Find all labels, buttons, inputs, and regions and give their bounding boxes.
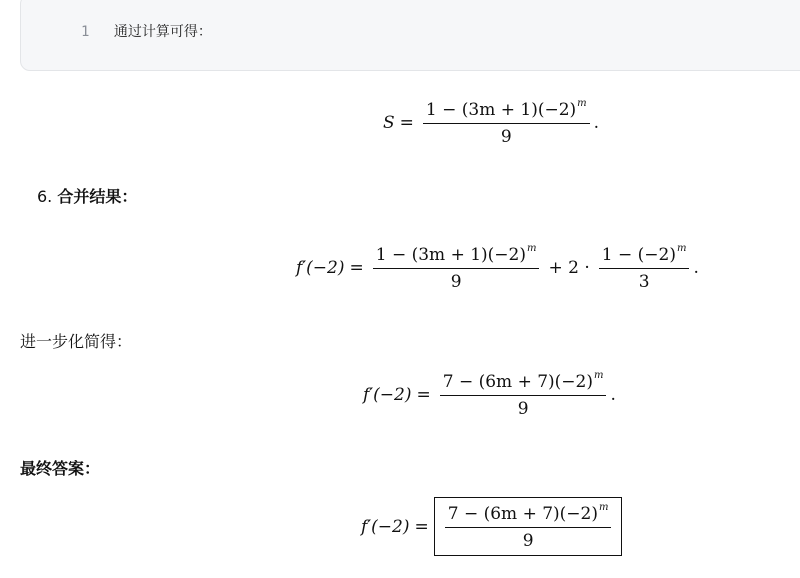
eq-simpl-period: . bbox=[610, 384, 616, 405]
eq-merge-period: . bbox=[693, 257, 699, 278]
eq-merge-plus: + 2 · bbox=[548, 257, 590, 278]
eq-s-fraction bbox=[423, 98, 590, 147]
line-number: 1 bbox=[81, 24, 90, 40]
step-number: 6. bbox=[37, 187, 53, 206]
eq-final-denominator: 9 bbox=[522, 531, 534, 551]
final-answer-box bbox=[434, 497, 623, 556]
eq-simpl-lhs: f′(−2) bbox=[363, 384, 412, 405]
eq-merge-denominator-2: 3 bbox=[638, 272, 650, 292]
eq-simpl-fraction bbox=[440, 370, 607, 419]
eq-simpl-numerator: $7 - (6m + 7)(-2)^m$ bbox=[440, 370, 607, 396]
simplify-text: 进一步化简得： bbox=[20, 332, 133, 351]
eq-s-numerator: $1 - (3m + 1)(-2)^m$ bbox=[423, 98, 590, 124]
eq-merge-fraction-1 bbox=[373, 243, 540, 292]
eq-final-numerator: $7 - (6m + 7)(-2)^m$ bbox=[445, 502, 612, 528]
eq-final-lhs: f′(−2) bbox=[361, 516, 410, 537]
eq-s-period: . bbox=[593, 112, 600, 133]
eq-s-denominator: 9 bbox=[500, 127, 512, 147]
equation-merge bbox=[296, 243, 699, 292]
eq-merge-denominator-1: 9 bbox=[450, 272, 462, 292]
equation-final bbox=[361, 497, 622, 556]
eq-final-fraction bbox=[445, 502, 612, 551]
eq-merge-fraction-2 bbox=[599, 243, 690, 292]
final-answer-label: 最终答案： bbox=[20, 459, 101, 478]
eq-final-equals: = bbox=[414, 516, 429, 537]
eq-merge-numerator-1: $1 - (3m + 1)(-2)^m$ bbox=[373, 243, 540, 269]
eq-s-lhs: S bbox=[383, 112, 395, 133]
step-6-heading bbox=[37, 184, 137, 207]
code-block bbox=[20, 0, 800, 71]
eq-s-equals: = bbox=[399, 112, 414, 133]
equation-simplified bbox=[363, 370, 616, 419]
code-line bbox=[81, 21, 212, 41]
eq-simpl-equals: = bbox=[416, 384, 431, 405]
equation-s bbox=[383, 98, 599, 147]
eq-merge-lhs: f′(−2) bbox=[296, 257, 345, 278]
eq-merge-equals: = bbox=[349, 257, 364, 278]
eq-merge-numerator-2: $1 - (-2)^m$ bbox=[599, 243, 690, 269]
eq-simpl-denominator: 9 bbox=[517, 399, 529, 419]
step-label: 合并结果： bbox=[57, 187, 138, 206]
code-text: 通过计算可得： bbox=[113, 24, 212, 40]
